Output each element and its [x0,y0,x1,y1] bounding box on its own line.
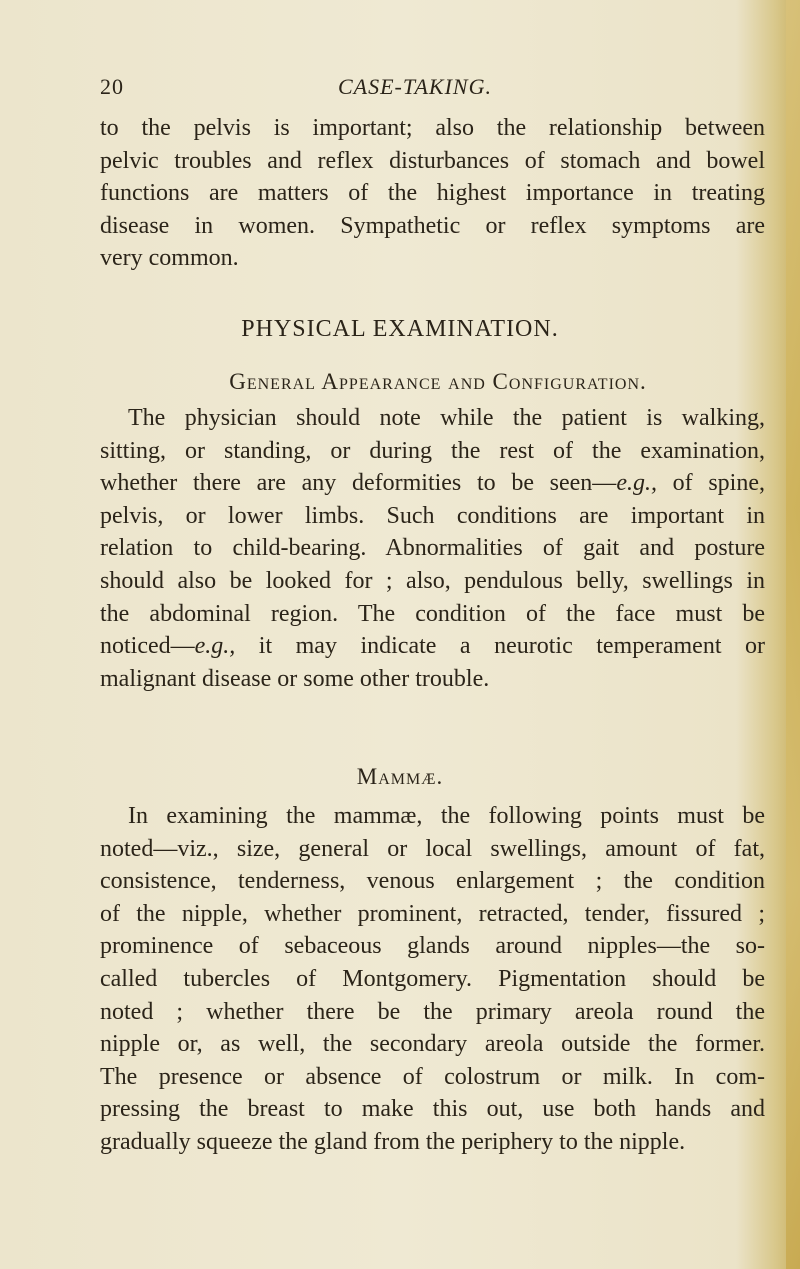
page-header [0,74,800,104]
section-title: PHYSICAL EXAMINATION. [241,316,559,342]
text-line: sitting, or standing, or during the rest of the examination, [100,437,765,464]
text-line: The physician should note while the patient is walking, [128,405,765,431]
text-line: called tubercles of Montgomery. Pigmentation should be [100,965,765,992]
text-line: disease in women. Sympathetic or reflex symptoms are [100,212,765,239]
mammae-paragraph [100,800,765,1159]
text-line: functions are matters of the highest importance in treating [100,180,765,207]
text-line: The presence or absence of colostrum or milk. In com- [100,1063,765,1090]
text-line: gradually squeeze the gland from the periphery to the nipple. [100,1128,686,1155]
running-title: CASE-TAKING. [338,74,492,99]
text-line: pelvic troubles and reflex disturbances of stomach and bowel [100,147,765,174]
text-line: noted ; whether there be the primary areola round the [100,998,765,1025]
text-line: whether there are any deformities to be seen—e.g., of spine, [100,470,765,497]
text-line: pressing the breast to make this out, use both hands and [100,1096,765,1123]
text-line: prominence of sebaceous glands around nipples—the so- [100,933,765,960]
text-line: relation to child-bearing. Abnormalities of gait and posture [100,535,765,562]
text-line: consistence, tenderness, venous enlargement ; the condition [100,868,765,895]
section-subtitle: General Appearance and Configuration. [229,369,647,394]
general-appearance-paragraph [100,402,765,695]
text-line: In examining the mammæ, the following points must be [128,803,765,829]
text-line: pelvis, or lower limbs. Such conditions are important in [100,502,765,529]
text-line: of the nipple, whether prominent, retracted, tender, fissured ; [100,900,765,927]
text-line: the abdominal region. The condition of the face must be [100,600,765,627]
page-number: 20 [100,74,124,99]
text-line: very common. [100,245,239,272]
text-line: to the pelvis is important; also the relationship between [100,115,765,141]
mammae-heading: Mammæ. [356,764,444,789]
page-edge [786,0,800,1269]
intro-paragraph [100,112,765,275]
text-line: noted—viz., size, general or local swellings, amount of fat, [100,835,765,862]
text-line: nipple or, as well, the secondary areola outside the former. [100,1031,765,1058]
text-line: malignant disease or some other trouble. [100,665,490,692]
text-line: should also be looked for ; also, pendulous belly, swellings in [100,567,765,594]
text-line: noticed—e.g., it may indicate a neurotic temperament or [100,633,765,660]
